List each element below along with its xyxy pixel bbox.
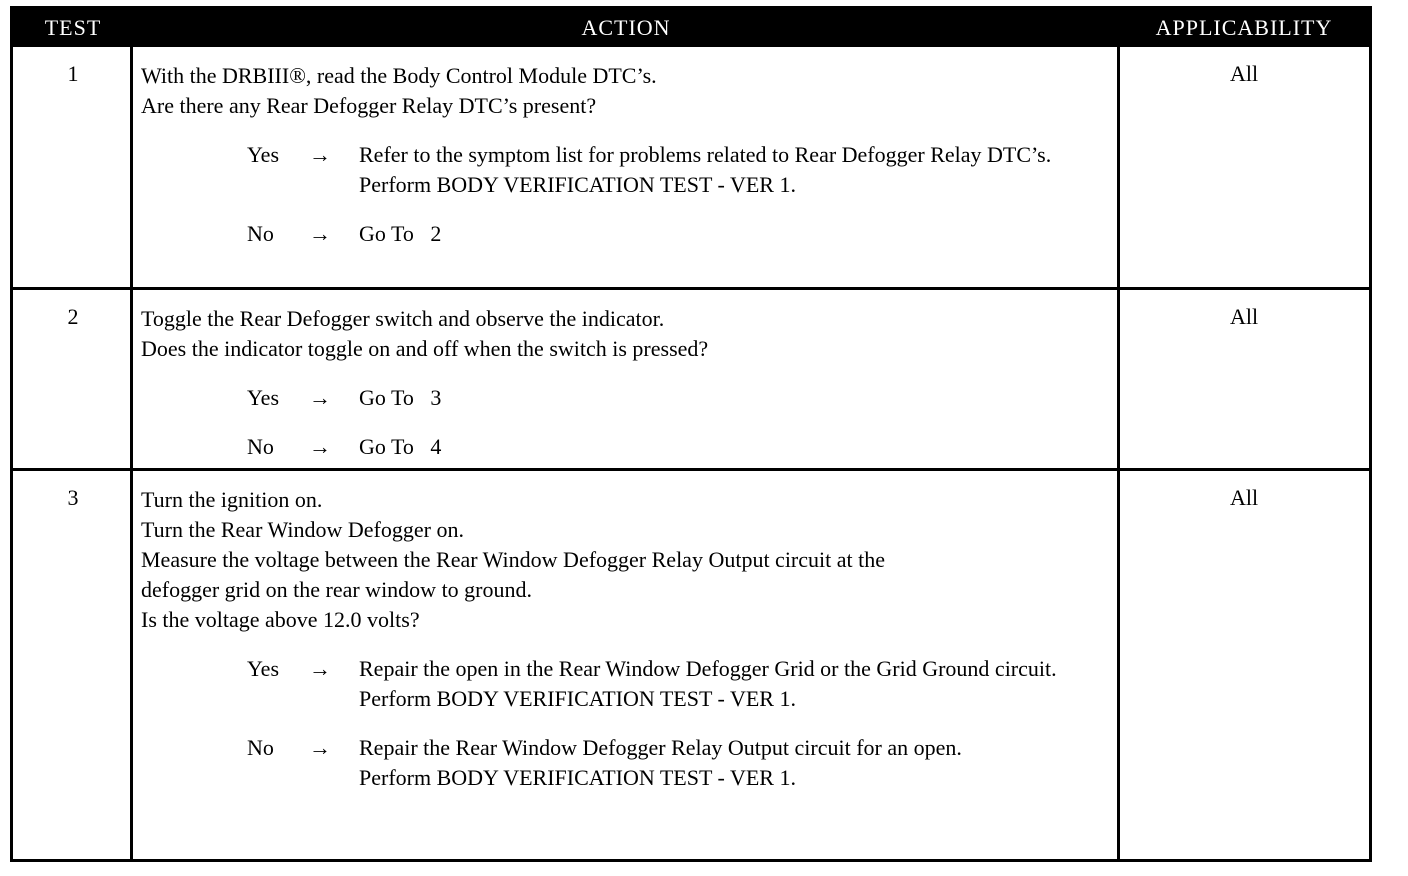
arrow-icon: → — [309, 142, 331, 167]
diagnostic-table — [10, 6, 1372, 862]
option-result: Go To 4 — [359, 434, 442, 459]
applicability-value: All — [1229, 485, 1259, 510]
option-label: Yes — [247, 142, 280, 167]
test-number: 2 — [67, 304, 79, 329]
header-action: ACTION — [581, 15, 671, 40]
arrow-icon: → — [309, 385, 331, 410]
option-result: Perform BODY VERIFICATION TEST - VER 1. — [359, 686, 796, 711]
option-label: No — [247, 735, 274, 760]
option-label: Yes — [247, 656, 280, 681]
option-label: No — [247, 434, 274, 459]
action-cell — [141, 485, 1111, 793]
option-yes — [141, 383, 1111, 413]
question-line: defogger grid on the rear window to ground. — [141, 577, 533, 602]
option-label: No — [247, 221, 274, 246]
table-row-test-3 — [13, 471, 1369, 859]
option-no — [141, 432, 1111, 462]
option-yes — [141, 654, 1111, 714]
arrow-icon: → — [309, 735, 331, 760]
test-number: 1 — [67, 61, 79, 86]
table-row-test-1 — [13, 47, 1369, 287]
option-result: Perform BODY VERIFICATION TEST - VER 1. — [359, 765, 796, 790]
question-line: Is the voltage above 12.0 volts? — [141, 607, 420, 632]
arrow-icon: → — [309, 221, 331, 246]
option-no — [141, 733, 1111, 793]
option-result: Refer to the symptom list for problems related to Rear Defogger Relay DTC’s. — [359, 142, 1052, 167]
header-test: TEST — [44, 15, 102, 40]
question-line: Measure the voltage between the Rear Window Defogger Relay Output circuit at the — [141, 547, 886, 572]
question-line: Are there any Rear Defogger Relay DTC’s present? — [141, 93, 597, 118]
action-cell — [141, 61, 1111, 249]
table-row-test-2 — [13, 290, 1369, 468]
question-line: With the DRBIII®, read the Body Control Module DTC’s. — [141, 63, 657, 88]
question-line: Turn the ignition on. — [141, 487, 323, 512]
question-line: Toggle the Rear Defogger switch and observe the indicator. — [141, 306, 665, 331]
arrow-icon: → — [309, 434, 331, 459]
option-result: Repair the Rear Window Defogger Relay Output circuit for an open. — [359, 735, 962, 760]
arrow-icon: → — [309, 656, 331, 681]
applicability-value: All — [1229, 304, 1259, 329]
option-result: Go To 2 — [359, 221, 442, 246]
option-result: Perform BODY VERIFICATION TEST - VER 1. — [359, 172, 796, 197]
option-no — [141, 219, 1111, 249]
applicability-value: All — [1229, 61, 1259, 86]
question-line: Turn the Rear Window Defogger on. — [141, 517, 464, 542]
table-header — [13, 9, 1369, 47]
option-result: Repair the open in the Rear Window Defogger Grid or the Grid Ground circuit. — [359, 656, 1057, 681]
option-label: Yes — [247, 385, 280, 410]
option-yes — [141, 140, 1111, 200]
option-result: Go To 3 — [359, 385, 442, 410]
test-number: 3 — [67, 485, 79, 510]
question-line: Does the indicator toggle on and off when the switch is pressed? — [141, 336, 709, 361]
header-applicability: APPLICABILITY — [1155, 15, 1333, 40]
action-cell — [141, 304, 1111, 462]
